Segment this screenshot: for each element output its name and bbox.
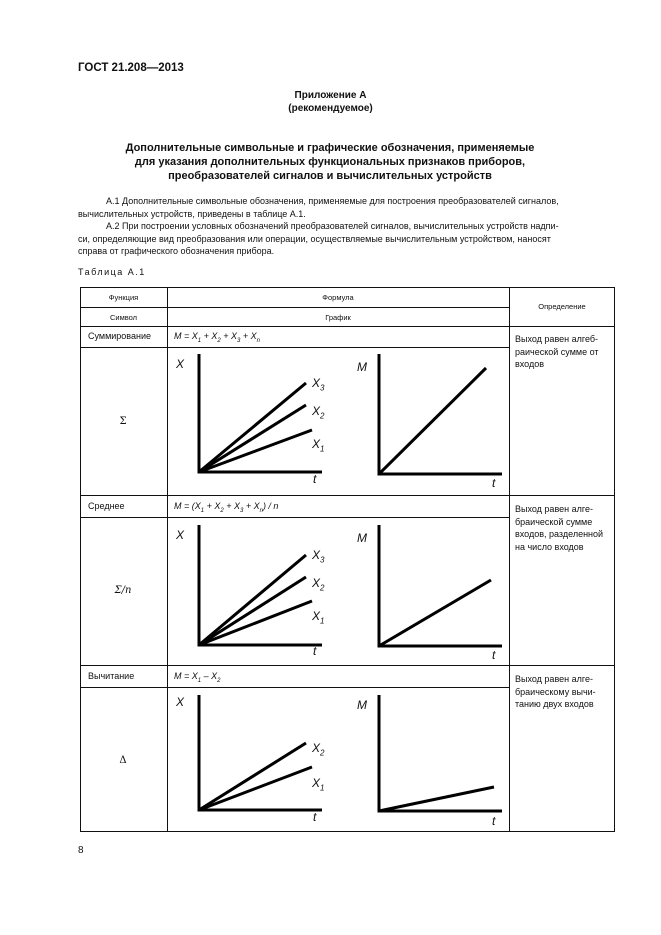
header-formula: Формула [322, 293, 354, 302]
p2-line-2: си, определяющие вид преобразования или операции, осуществляемые вычислительным устройством, наносят [78, 233, 551, 244]
avg-x3-label: $X_3$ [312, 548, 325, 565]
sub-x-axis-label: X [176, 695, 185, 709]
header-symbol: Символ [109, 313, 138, 322]
avg-m-axis-label: M [357, 531, 367, 545]
sum-x-axis-label: X [176, 357, 185, 371]
formula-sum: $M = X_1 + X_2 + X_3 + X_n$ [174, 331, 260, 344]
formula-subtract: $M = X_1 - X_2$ [174, 671, 221, 684]
sub-x1-label: $X_1$ [312, 776, 325, 793]
avg-t-label-right: t [492, 648, 496, 662]
appendix-name: Приложение А [294, 90, 367, 101]
sum-x-axes [199, 354, 325, 472]
sub-m-axis-label: M [357, 698, 367, 712]
header-function: Функция [108, 293, 139, 302]
page-number: 8 [78, 845, 84, 856]
definition-average: Выход равен алге- браической сумме входов, разделенной на число входов [515, 504, 604, 552]
sub-x-axes [199, 695, 325, 810]
sub-t-label-right: t [492, 814, 496, 828]
sum-m-axis-label: M [357, 360, 367, 374]
sum-x2-label: $X_2$ [312, 404, 325, 421]
p1-line-2: вычислительных устройств, приведены в таблице А.1. [78, 208, 306, 219]
title-line-3: преобразователей сигналов и вычислительных устройств [168, 170, 492, 182]
sum-line-m [379, 368, 486, 474]
sum-t-label-left: t [313, 472, 317, 486]
avg-x1-label: $X_1$ [312, 609, 325, 626]
symbol-sum: Σ [119, 416, 127, 427]
sum-x3-label: $X_3$ [312, 376, 325, 393]
sub-m-axes [379, 695, 502, 811]
sub-line-m [379, 787, 494, 811]
symbol-average: Σ/n [114, 585, 132, 596]
sub-x2-label: $X_2$ [312, 741, 325, 758]
sub-t-label-left: t [313, 810, 317, 824]
row-name-sum: Суммирование [88, 331, 151, 341]
formula-average: $M = (X_1 + X_2 + X_3 + X_n) / n$ [174, 501, 279, 514]
title-line-2: для указания дополнительных функциональных признаков приборов, [134, 156, 526, 168]
avg-t-label-left: t [313, 644, 317, 658]
avg-line-m [379, 580, 491, 646]
header-graph: График [325, 313, 351, 322]
sum-line-x3 [199, 383, 306, 472]
row-name-subtract: Вычитание [88, 671, 135, 681]
appendix-kind: (рекомендуемое) [288, 103, 373, 114]
definition-sum: Выход равен алгеб- раической сумме от входов [515, 334, 599, 369]
avg-x-axes [199, 525, 325, 645]
avg-x-axis-label: X [176, 528, 185, 542]
avg-x2-label: $X_2$ [312, 576, 325, 593]
title-line-1: Дополнительные символьные и графические обозначения, применяемые [125, 142, 535, 154]
sum-x1-label: $X_1$ [312, 437, 325, 454]
header-definition: Определение [538, 302, 586, 311]
row-name-average: Среднее [88, 501, 125, 511]
definition-subtract: Выход равен алге- браическому вычи- танию двух входов [515, 674, 596, 709]
p2-line-1: А.2 При построении условных обозначений преобразователей сигналов, вычислительных устройств надпи- [106, 221, 559, 231]
p1-line-1: А.1 Дополнительные символьные обозначения, применяемые для построения преобразователей сигналов, [106, 196, 559, 206]
sum-t-label-right: t [492, 476, 496, 490]
doc-header: ГОСТ 21.208—2013 [78, 62, 184, 74]
table-label: Таблица А.1 [78, 267, 146, 277]
p2-line-3: справа от графического обозначения прибора. [78, 246, 275, 257]
avg-line-x3 [199, 555, 306, 645]
symbol-subtract: Δ [119, 755, 127, 766]
